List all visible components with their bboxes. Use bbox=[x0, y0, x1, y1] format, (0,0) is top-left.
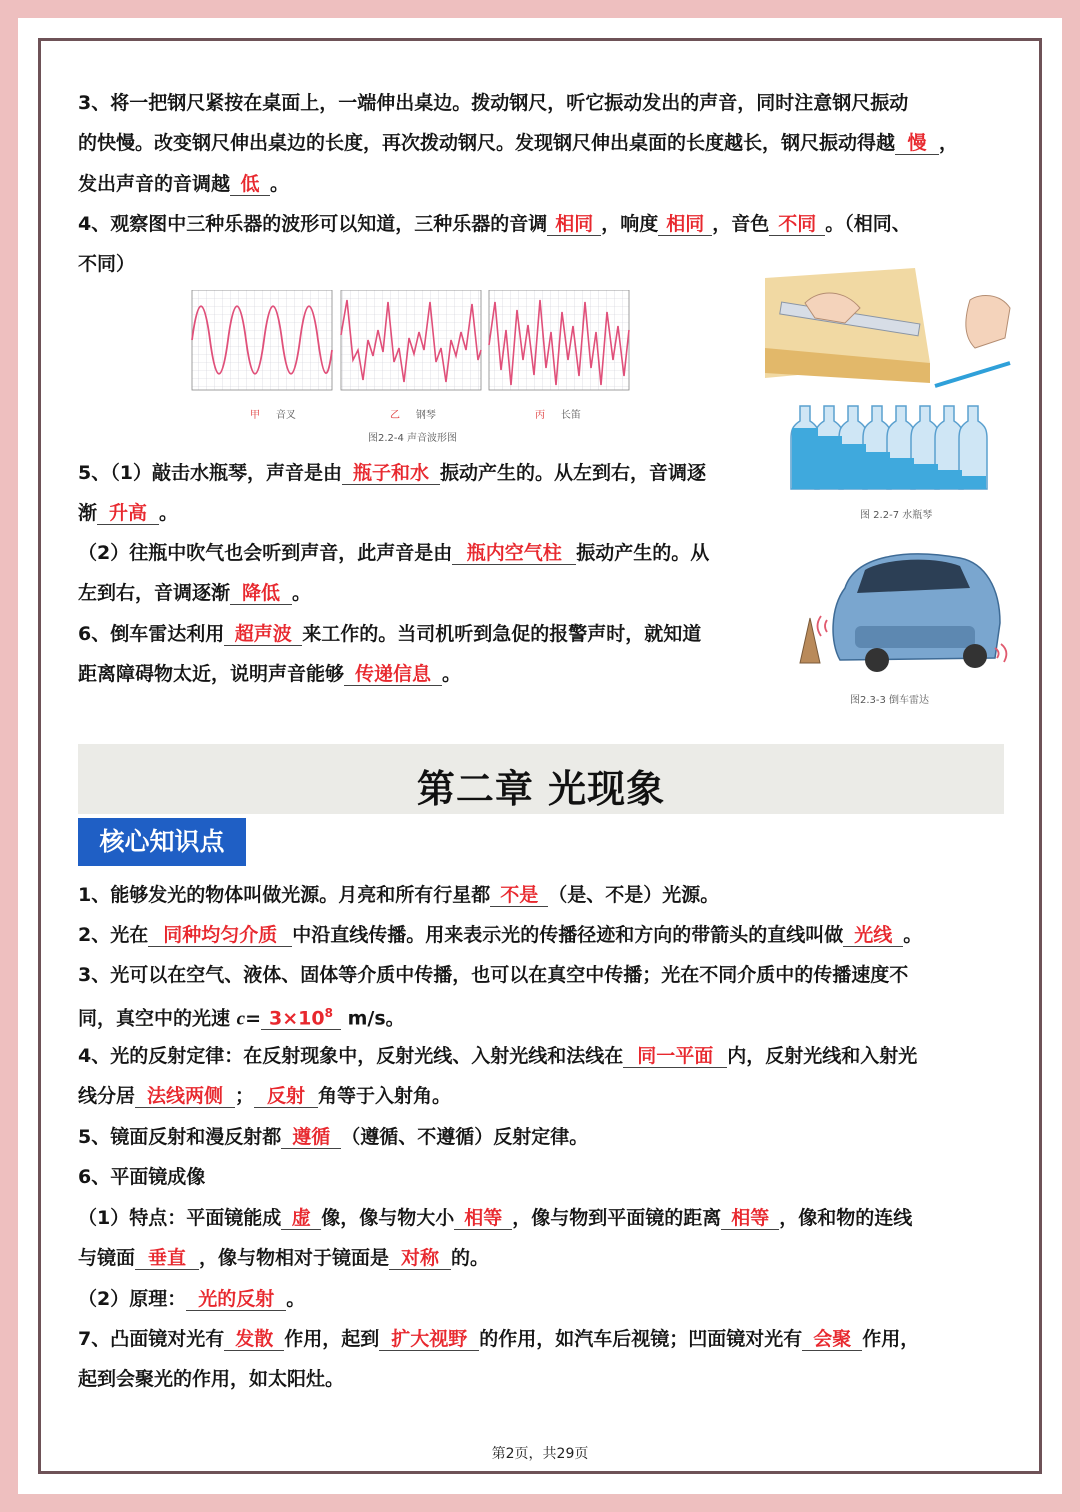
answer-blank: 虚 bbox=[281, 1207, 321, 1230]
q6-line1: 6、倒车雷达利用 超声波 来工作的。当司机听到急促的报警声时，就知道 bbox=[78, 623, 702, 645]
answer-blank: 不同 bbox=[769, 213, 825, 236]
q3-line2: 的快慢。改变钢尺伸出桌边的长度，再次拨动钢尺。发现钢尺伸出桌面的长度越长，钢尺振动得越 慢 ， bbox=[78, 132, 959, 154]
s2-p4-line2: 线分居 法线两侧 ； 反射 角等于入射角。 bbox=[78, 1085, 452, 1107]
q6-line2: 距离障碍物太近，说明声音能够 传递信息 。 bbox=[78, 663, 462, 685]
answer-blank: 同一平面 bbox=[623, 1045, 727, 1068]
answer-blank: 相同 bbox=[658, 213, 712, 236]
bottles-drawing bbox=[790, 398, 1010, 493]
answer-blank: 瓶内空气柱 bbox=[452, 542, 576, 565]
wave-label-a: 甲 音叉 bbox=[250, 410, 296, 421]
answer-blank: $3\times 10^8$ bbox=[261, 1002, 341, 1030]
q3-line3: 发出声音的音调越 低 。 bbox=[78, 173, 290, 195]
s2-p1: 1、能够发光的物体叫做光源。月亮和所有行星都 不是 （是、不是）光源。 bbox=[78, 884, 720, 906]
answer-blank: 不是 bbox=[490, 884, 548, 907]
bottle-caption: 图 2.2-7 水瓶琴 bbox=[860, 510, 933, 521]
answer-blank: 降低 bbox=[230, 582, 292, 605]
s2-p3-line1: 3、光可以在空气、液体、固体等介质中传播，也可以在真空中传播；光在不同介质中的传播速度不 bbox=[78, 964, 909, 986]
answer-blank: 光线 bbox=[843, 924, 903, 947]
s2-p6-title: 6、平面镜成像 bbox=[78, 1166, 206, 1188]
answer-blank: 光的反射 bbox=[186, 1288, 286, 1311]
ruler-illustration bbox=[765, 268, 1015, 388]
answer-blank: 慢 bbox=[895, 132, 939, 155]
answer-blank: 超声波 bbox=[224, 623, 302, 646]
q5-line3: （2）往瓶中吹气也会听到声音，此声音是由 瓶内空气柱 振动产生的。从 bbox=[78, 542, 710, 564]
answer-blank: 瓶子和水 bbox=[342, 462, 440, 485]
answer-blank: 相同 bbox=[547, 213, 601, 236]
answer-blank: 低 bbox=[230, 173, 270, 196]
section-tag: 核心知识点 bbox=[78, 818, 246, 866]
bottle-illustration bbox=[790, 398, 1010, 523]
answer-blank: 同种均匀介质 bbox=[148, 924, 292, 947]
chapter-header bbox=[78, 744, 1004, 814]
chapter-title: 第二章 光现象 bbox=[416, 767, 666, 811]
s2-p6-line2: 与镜面 垂直 ，像与物相对于镜面是 对称 的。 bbox=[78, 1247, 490, 1269]
page-footer: 第2页，共29页 bbox=[491, 1446, 589, 1462]
radar-caption: 图2.3-3 倒车雷达 bbox=[850, 695, 930, 706]
s2-p5: 5、镜面反射和漫反射都 遵循 （遵循、不遵循）反射定律。 bbox=[78, 1126, 589, 1148]
s2-p6-line3: （2）原理： 光的反射 。 bbox=[78, 1288, 306, 1310]
waveform-figure bbox=[190, 290, 635, 444]
answer-blank: 传递信息 bbox=[344, 663, 442, 686]
answer-blank: 扩大视野 bbox=[379, 1328, 479, 1351]
q5-line4: 左到右，音调逐渐 降低 。 bbox=[78, 582, 312, 604]
answer-blank: 相等 bbox=[721, 1207, 779, 1230]
wave-caption: 图2.2-4 声音波形图 bbox=[368, 433, 458, 444]
q4-line1: 4、观察图中三种乐器的波形可以知道，三种乐器的音调 相同 ，响度 相同 ，音色 不同 。（相同、 bbox=[78, 213, 911, 235]
s2-p4-line1: 4、光的反射定律：在反射现象中，反射光线、入射光线和法线在 同一平面 内，反射光线和入射光 bbox=[78, 1045, 918, 1067]
s2-p2: 2、光在 同种均匀介质 中沿直线传播。用来表示光的传播径迹和方向的带箭头的直线叫做 光线 。 bbox=[78, 924, 923, 946]
q5-line1: 5、（1）敲击水瓶琴，声音是由 瓶子和水 振动产生的。从左到右，音调逐 bbox=[78, 462, 706, 484]
answer-blank: 反射 bbox=[254, 1085, 318, 1108]
wave-label-c: 丙 长笛 bbox=[535, 410, 581, 421]
answer-blank: 垂直 bbox=[135, 1247, 199, 1270]
q3-line1: 3、将一把钢尺紧按在桌面上，一端伸出桌边。拨动钢尺，听它振动发出的声音，同时注意钢尺振动 bbox=[78, 92, 909, 114]
answer-blank: 发散 bbox=[224, 1328, 284, 1351]
answer-blank: 法线两侧 bbox=[135, 1085, 235, 1108]
car-drawing bbox=[795, 548, 1010, 673]
s2-p7-line2: 起到会聚光的作用，如太阳灶。 bbox=[78, 1368, 345, 1390]
answer-blank: 遵循 bbox=[281, 1126, 341, 1149]
answer-blank: 相等 bbox=[454, 1207, 512, 1230]
s2-p3-line2: 同，真空中的光速 $c= 3\times 10^8$ m/s。 bbox=[78, 1002, 405, 1032]
answer-blank: 升高 bbox=[97, 502, 159, 525]
car-radar-illustration bbox=[795, 548, 1010, 708]
q5-line2: 渐 升高 。 bbox=[78, 502, 179, 524]
answer-blank: 会聚 bbox=[802, 1328, 862, 1351]
q4-line2: 不同） bbox=[78, 253, 136, 275]
answer-blank: 对称 bbox=[389, 1247, 451, 1270]
s2-p7-line1: 7、凸面镜对光有 发散 作用，起到 扩大视野 的作用，如汽车后视镜；凹面镜对光有 会聚 作用， bbox=[78, 1328, 920, 1350]
wave-label-b: 乙 钢琴 bbox=[390, 410, 436, 421]
s2-p6-line1: （1）特点：平面镜能成 虚 像，像与物大小 相等 ，像与物到平面镜的距离 相等 ，像和物的连线 bbox=[78, 1207, 913, 1229]
